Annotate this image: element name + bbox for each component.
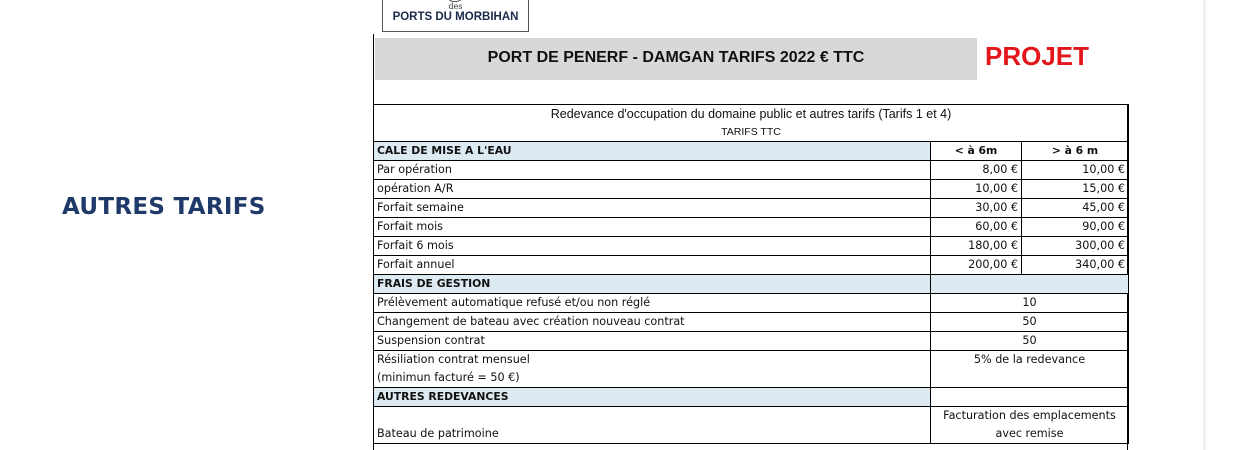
tariff-document [373,0,1129,450]
row-label: Forfait 6 mois [374,237,931,256]
row-label: Forfait semaine [374,199,931,218]
cale-col-over-6m: > à 6 m [1022,142,1129,161]
table-row [374,218,1129,237]
row-value-over-6m: 340,00 € [1022,256,1129,275]
ports-du-morbihan-logo [382,0,529,32]
table-row [374,199,1129,218]
table-row [374,294,1129,313]
frais-header-row [374,275,1129,294]
logo-small-text: des [448,2,463,11]
table-row [374,161,1129,180]
row-label: Prélèvement automatique refusé et/ou non réglé [374,294,931,313]
row-value-under-6m: 10,00 € [931,180,1022,199]
row-value-over-6m: 300,00 € [1022,237,1129,256]
row-value-over-6m: 90,00 € [1022,218,1129,237]
document-title: PORT DE PENERF - DAMGAN TARIFS 2022 € TTC [487,49,865,66]
row-label: Changement de bateau avec création nouveau contrat [374,313,931,332]
resiliation-value: 5% de la redevance [931,351,1129,388]
logo-brand-text: PORTS DU MORBIHAN [392,11,519,23]
autres-header-row [374,388,1129,407]
table-row [374,237,1129,256]
row-value-over-6m: 15,00 € [1022,180,1129,199]
row-value-under-6m: 30,00 € [931,199,1022,218]
autres-heading: AUTRES REDEVANCES [374,388,931,407]
table-row [374,313,1129,332]
table-row [374,351,1129,388]
row-value: 50 [931,313,1129,332]
row-value: 50 [931,332,1129,351]
intro-subtitle: TARIFS TTC [721,126,781,138]
resiliation-label-line2: (minimun facturé = 50 €) [377,371,520,384]
intro-title: Redevance d'occupation du domaine public et autres tarifs (Tarifs 1 et 4) [550,107,952,121]
intro-row [374,105,1129,142]
row-value: 10 [931,294,1129,313]
cale-col-under-6m: < à 6m [931,142,1022,161]
row-value-under-6m: 60,00 € [931,218,1022,237]
patrimoine-value-line2: avec remise [995,427,1064,440]
intro-cell [374,105,1129,142]
title-band [375,38,977,80]
row-label: Forfait mois [374,218,931,237]
row-label: Par opération [374,161,931,180]
row-value-under-6m: 200,00 € [931,256,1022,275]
patrimoine-value-line1: Facturation des emplacements [943,409,1116,422]
resiliation-label [374,351,931,388]
row-value-over-6m: 45,00 € [1022,199,1129,218]
resiliation-label-line1: Résiliation contrat mensuel [377,353,530,366]
draft-stamp: PROJET [985,41,1090,71]
cale-heading: CALE DE MISE A L'EAU [374,142,931,161]
row-label: Suspension contrat [374,332,931,351]
patrimoine-label: Bateau de patrimoine [374,407,931,444]
table-row [374,332,1129,351]
page-divider [1203,0,1206,450]
table-row [374,256,1129,275]
frais-heading-fill [931,275,1129,294]
section-heading: AUTRES TARIFS [62,194,266,220]
frais-heading: FRAIS DE GESTION [374,275,931,294]
row-value-under-6m: 180,00 € [931,237,1022,256]
autres-heading-fill [931,388,1129,407]
row-label: Forfait annuel [374,256,931,275]
table-row [374,180,1129,199]
row-label: opération A/R [374,180,931,199]
patrimoine-value [931,407,1129,444]
cale-header-row [374,142,1129,161]
row-value-over-6m: 10,00 € [1022,161,1129,180]
tariff-table [373,104,1129,444]
row-value-under-6m: 8,00 € [931,161,1022,180]
table-row [374,407,1129,444]
